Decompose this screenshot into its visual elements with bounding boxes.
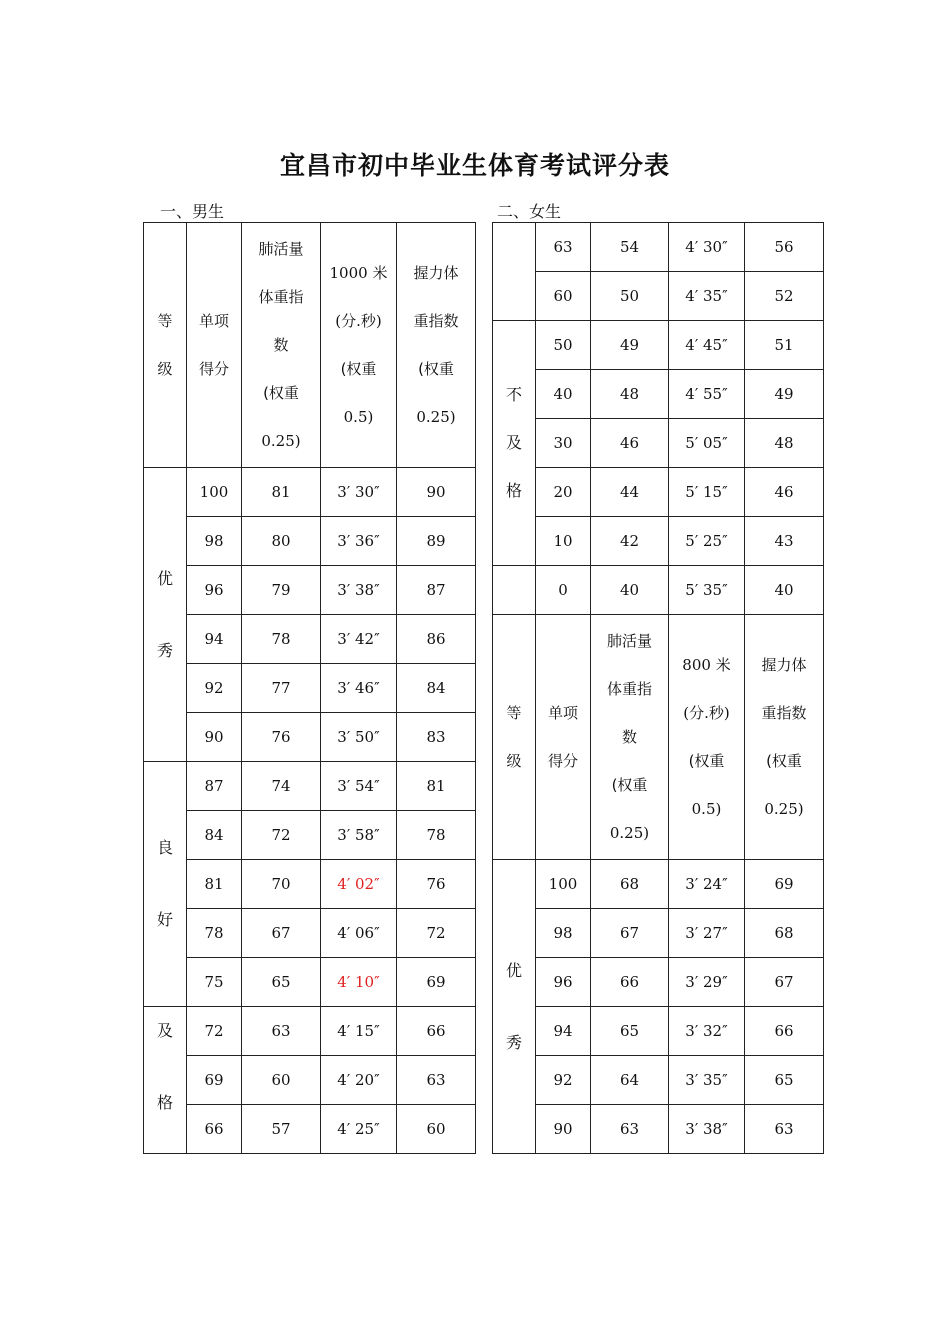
run-time-cell: 3′ 46″: [321, 664, 397, 713]
table-row: [493, 860, 824, 909]
vital-cell: 65: [242, 958, 321, 1007]
table-row: [493, 419, 824, 468]
table-row: [144, 811, 476, 860]
score-cell: 40: [536, 370, 591, 419]
female-header-vital: 肺活量 体重指 数 (权重 0.25): [591, 615, 669, 860]
grip-cell: 63: [397, 1056, 476, 1105]
vital-cell: 54: [591, 223, 669, 272]
female-header-grip: 握力体 重指数 (权重 0.25): [745, 615, 824, 860]
run-time-cell: 5′ 35″: [669, 566, 745, 615]
vital-cell: 63: [242, 1007, 321, 1056]
table-row: [144, 468, 476, 517]
table-row: [144, 664, 476, 713]
male-grade-pass: 及 格: [144, 1007, 187, 1154]
score-cell: 30: [536, 419, 591, 468]
run-time-cell-highlighted: 4′ 02″: [321, 860, 397, 909]
female-section-label: 二、女生: [497, 202, 562, 221]
table-row: [493, 1056, 824, 1105]
vital-cell: 67: [591, 909, 669, 958]
grip-cell: 68: [745, 909, 824, 958]
run-time-cell: 3′ 38″: [669, 1105, 745, 1154]
score-cell: 81: [187, 860, 242, 909]
score-cell: 92: [536, 1056, 591, 1105]
table-row: [493, 468, 824, 517]
vital-cell: 79: [242, 566, 321, 615]
run-time-cell: 3′ 27″: [669, 909, 745, 958]
score-cell: 100: [187, 468, 242, 517]
grip-cell: 84: [397, 664, 476, 713]
table-row: [493, 566, 824, 615]
male-header-vital: 肺活量 体重指 数 (权重 0.25): [242, 223, 321, 468]
run-time-cell: 5′ 25″: [669, 517, 745, 566]
female-header-row: [493, 615, 824, 860]
male-section-label: 一、男生: [160, 202, 225, 221]
score-cell: 94: [536, 1007, 591, 1056]
male-header-score: 单项 得分: [187, 223, 242, 468]
score-cell: 87: [187, 762, 242, 811]
vital-cell: 68: [591, 860, 669, 909]
grip-cell: 87: [397, 566, 476, 615]
run-time-cell: 4′ 35″: [669, 272, 745, 321]
table-row: [493, 272, 824, 321]
grip-cell: 66: [397, 1007, 476, 1056]
score-cell: 20: [536, 468, 591, 517]
female-header-grade: 等 级: [493, 615, 536, 860]
table-row: [144, 860, 476, 909]
grip-cell: 56: [745, 223, 824, 272]
vital-cell: 49: [591, 321, 669, 370]
vital-cell: 40: [591, 566, 669, 615]
table-row: [493, 223, 824, 272]
table-row: [144, 1105, 476, 1154]
score-cell: 78: [187, 909, 242, 958]
female-grade-fail: 不 及 格: [493, 321, 536, 566]
grip-cell: 60: [397, 1105, 476, 1154]
run-time-cell: 5′ 15″: [669, 468, 745, 517]
score-cell: 63: [536, 223, 591, 272]
grip-cell: 90: [397, 468, 476, 517]
vital-cell: 72: [242, 811, 321, 860]
score-cell: 0: [536, 566, 591, 615]
grip-cell: 76: [397, 860, 476, 909]
male-header-row: [144, 223, 476, 468]
vital-cell: 42: [591, 517, 669, 566]
run-time-cell-highlighted: 4′ 10″: [321, 958, 397, 1007]
run-time-cell: 3′ 32″: [669, 1007, 745, 1056]
table-row: [493, 321, 824, 370]
female-header-run: 800 米 (分.秒) (权重 0.5): [669, 615, 745, 860]
vital-cell: 66: [591, 958, 669, 1007]
table-row: [144, 566, 476, 615]
vital-cell: 48: [591, 370, 669, 419]
run-time-cell: 3′ 42″: [321, 615, 397, 664]
table-row: [144, 1056, 476, 1105]
male-grade-good: 良 好: [144, 762, 187, 1007]
vital-cell: 81: [242, 468, 321, 517]
grip-cell: 86: [397, 615, 476, 664]
grip-cell: 65: [745, 1056, 824, 1105]
table-row: [144, 713, 476, 762]
score-cell: 96: [536, 958, 591, 1007]
table-row: [144, 615, 476, 664]
table-row: [144, 762, 476, 811]
run-time-cell: 4′ 20″: [321, 1056, 397, 1105]
grip-cell: 69: [397, 958, 476, 1007]
score-cell: 100: [536, 860, 591, 909]
male-header-grip: 握力体 重指数 (权重 0.25): [397, 223, 476, 468]
run-time-cell: 3′ 36″: [321, 517, 397, 566]
male-header-run: 1000 米 (分.秒) (权重 0.5): [321, 223, 397, 468]
score-cell: 69: [187, 1056, 242, 1105]
male-grade-excellent: 优 秀: [144, 468, 187, 762]
run-time-cell: 3′ 30″: [321, 468, 397, 517]
grip-cell: 83: [397, 713, 476, 762]
vital-cell: 78: [242, 615, 321, 664]
grip-cell: 52: [745, 272, 824, 321]
female-grade-empty: [493, 566, 536, 615]
table-row: [493, 370, 824, 419]
run-time-cell: 3′ 35″: [669, 1056, 745, 1105]
grip-cell: 89: [397, 517, 476, 566]
grip-cell: 40: [745, 566, 824, 615]
table-row: [493, 958, 824, 1007]
vital-cell: 77: [242, 664, 321, 713]
grip-cell: 81: [397, 762, 476, 811]
score-cell: 10: [536, 517, 591, 566]
score-cell: 92: [187, 664, 242, 713]
run-time-cell: 4′ 06″: [321, 909, 397, 958]
vital-cell: 70: [242, 860, 321, 909]
male-header-grade: 等 级: [144, 223, 187, 468]
vital-cell: 80: [242, 517, 321, 566]
grip-cell: 48: [745, 419, 824, 468]
male-score-table: [143, 222, 476, 1154]
grip-cell: 78: [397, 811, 476, 860]
run-time-cell: 4′ 30″: [669, 223, 745, 272]
run-time-cell: 3′ 29″: [669, 958, 745, 1007]
score-cell: 50: [536, 321, 591, 370]
grip-cell: 66: [745, 1007, 824, 1056]
score-cell: 98: [536, 909, 591, 958]
run-time-cell: 4′ 15″: [321, 1007, 397, 1056]
vital-cell: 44: [591, 468, 669, 517]
run-time-cell: 3′ 54″: [321, 762, 397, 811]
vital-cell: 60: [242, 1056, 321, 1105]
vital-cell: 67: [242, 909, 321, 958]
table-row: [493, 909, 824, 958]
score-cell: 72: [187, 1007, 242, 1056]
grip-cell: 63: [745, 1105, 824, 1154]
run-time-cell: 4′ 45″: [669, 321, 745, 370]
vital-cell: 46: [591, 419, 669, 468]
grip-cell: 43: [745, 517, 824, 566]
vital-cell: 63: [591, 1105, 669, 1154]
vital-cell: 74: [242, 762, 321, 811]
score-cell: 60: [536, 272, 591, 321]
score-cell: 98: [187, 517, 242, 566]
score-cell: 75: [187, 958, 242, 1007]
vital-cell: 57: [242, 1105, 321, 1154]
grip-cell: 49: [745, 370, 824, 419]
female-grade-pass-continued: [493, 223, 536, 321]
score-cell: 94: [187, 615, 242, 664]
grip-cell: 69: [745, 860, 824, 909]
score-cell: 84: [187, 811, 242, 860]
female-grade-excellent: 优 秀: [493, 860, 536, 1154]
grip-cell: 51: [745, 321, 824, 370]
page-title: 宜昌市初中毕业生体育考试评分表: [279, 151, 670, 180]
table-row: [144, 517, 476, 566]
grip-cell: 46: [745, 468, 824, 517]
table-row: [144, 958, 476, 1007]
vital-cell: 65: [591, 1007, 669, 1056]
female-header-score: 单项 得分: [536, 615, 591, 860]
table-row: [493, 1105, 824, 1154]
run-time-cell: 3′ 24″: [669, 860, 745, 909]
run-time-cell: 3′ 58″: [321, 811, 397, 860]
score-cell: 90: [536, 1105, 591, 1154]
female-score-table: [492, 222, 824, 1154]
grip-cell: 67: [745, 958, 824, 1007]
score-cell: 66: [187, 1105, 242, 1154]
score-cell: 90: [187, 713, 242, 762]
vital-cell: 76: [242, 713, 321, 762]
vital-cell: 64: [591, 1056, 669, 1105]
run-time-cell: 4′ 25″: [321, 1105, 397, 1154]
vital-cell: 50: [591, 272, 669, 321]
table-row: [493, 517, 824, 566]
run-time-cell: 3′ 38″: [321, 566, 397, 615]
run-time-cell: 4′ 55″: [669, 370, 745, 419]
grip-cell: 72: [397, 909, 476, 958]
run-time-cell: 5′ 05″: [669, 419, 745, 468]
table-row: [144, 1007, 476, 1056]
table-row: [493, 1007, 824, 1056]
score-cell: 96: [187, 566, 242, 615]
run-time-cell: 3′ 50″: [321, 713, 397, 762]
table-row: [144, 909, 476, 958]
